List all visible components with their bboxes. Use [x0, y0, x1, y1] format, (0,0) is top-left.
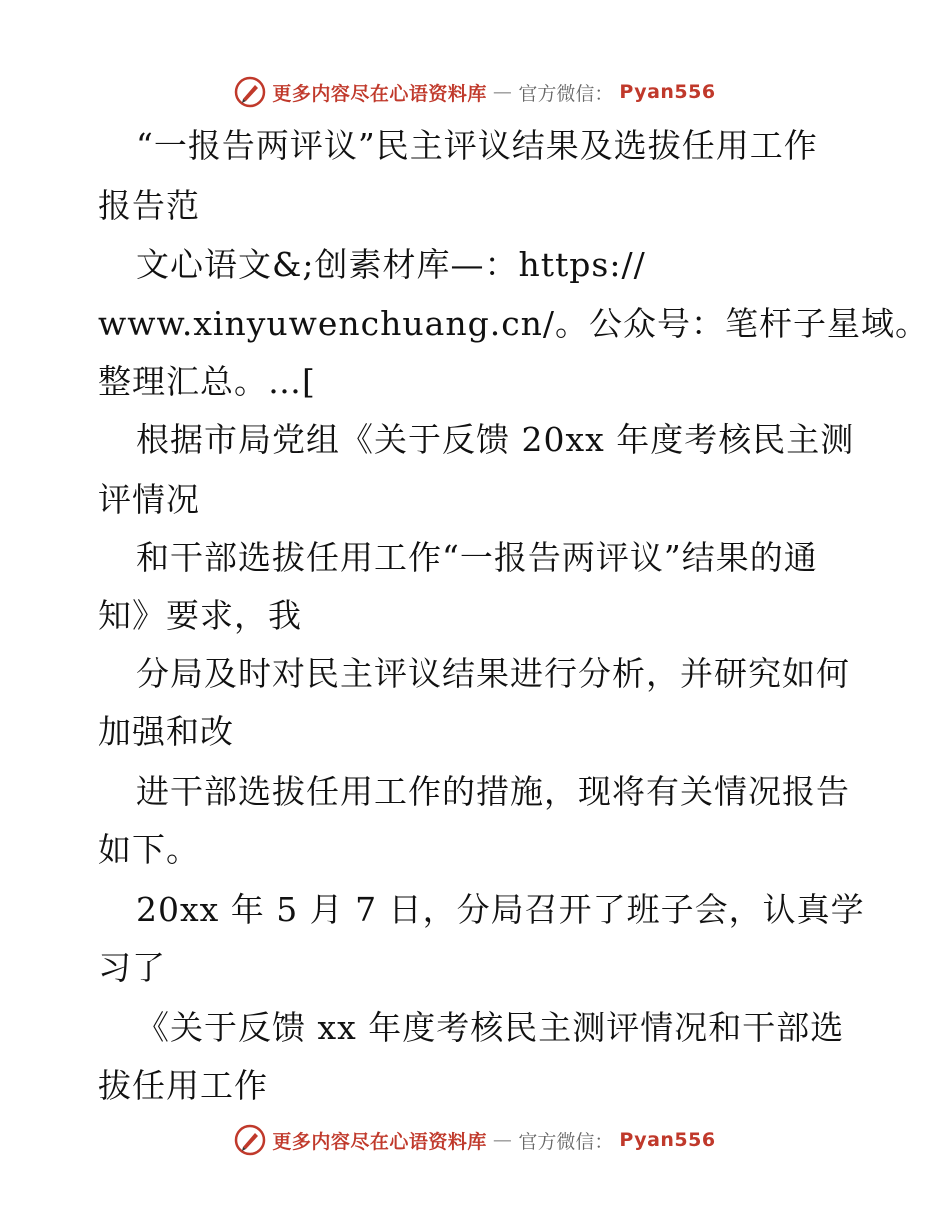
doc-line: 和干部选拔任用工作“一报告两评议”结果的通 — [136, 538, 818, 577]
watermark-text: 更多内容尽在心语资料库 — [272, 1130, 487, 1153]
pen-logo-icon — [234, 76, 266, 108]
doc-line: 加强和改 — [98, 712, 234, 751]
doc-line: 分局及时对民主评议结果进行分析，并研究如何 — [136, 654, 850, 693]
doc-line: www.xinyuwenchuang.cn/。公众号：笔杆子星域。 — [98, 304, 930, 343]
doc-line: 文心语文&;创素材库—：https:// — [136, 245, 646, 284]
watermark-dash: — — [492, 81, 513, 103]
watermark-suffix: 官方微信： — [518, 82, 614, 105]
doc-line: 报告范 — [98, 186, 200, 225]
doc-line: 评情况 — [98, 480, 200, 519]
watermark-dash: — — [492, 1129, 513, 1151]
doc-line: 整理汇总。…[ — [98, 362, 316, 401]
doc-line: 根据市局党组《关于反馈 20xx 年度考核民主测 — [136, 420, 855, 459]
doc-line: 拔任用工作 — [98, 1066, 268, 1105]
footer-watermark — [0, 1120, 950, 1160]
doc-line: 知》要求，我 — [98, 596, 302, 635]
doc-line: “一报告两评议”民主评议结果及选拔任用工作 — [136, 126, 818, 165]
watermark-text: 更多内容尽在心语资料库 — [272, 82, 487, 105]
doc-line: 如下。 — [98, 830, 200, 869]
doc-line: 进干部选拔任用工作的措施，现将有关情况报告 — [136, 772, 850, 811]
watermark-id: Pyan556 — [619, 1129, 716, 1151]
doc-line: 《关于反馈 xx 年度考核民主测评情况和干部选 — [136, 1008, 845, 1047]
doc-line: 习了 — [98, 948, 166, 987]
watermark-id: Pyan556 — [619, 81, 716, 103]
doc-line: 20xx 年 5 月 7 日，分局召开了班子会，认真学 — [136, 890, 865, 929]
watermark-suffix: 官方微信： — [518, 1130, 614, 1153]
header-watermark — [0, 72, 950, 112]
pen-logo-icon — [234, 1124, 266, 1156]
